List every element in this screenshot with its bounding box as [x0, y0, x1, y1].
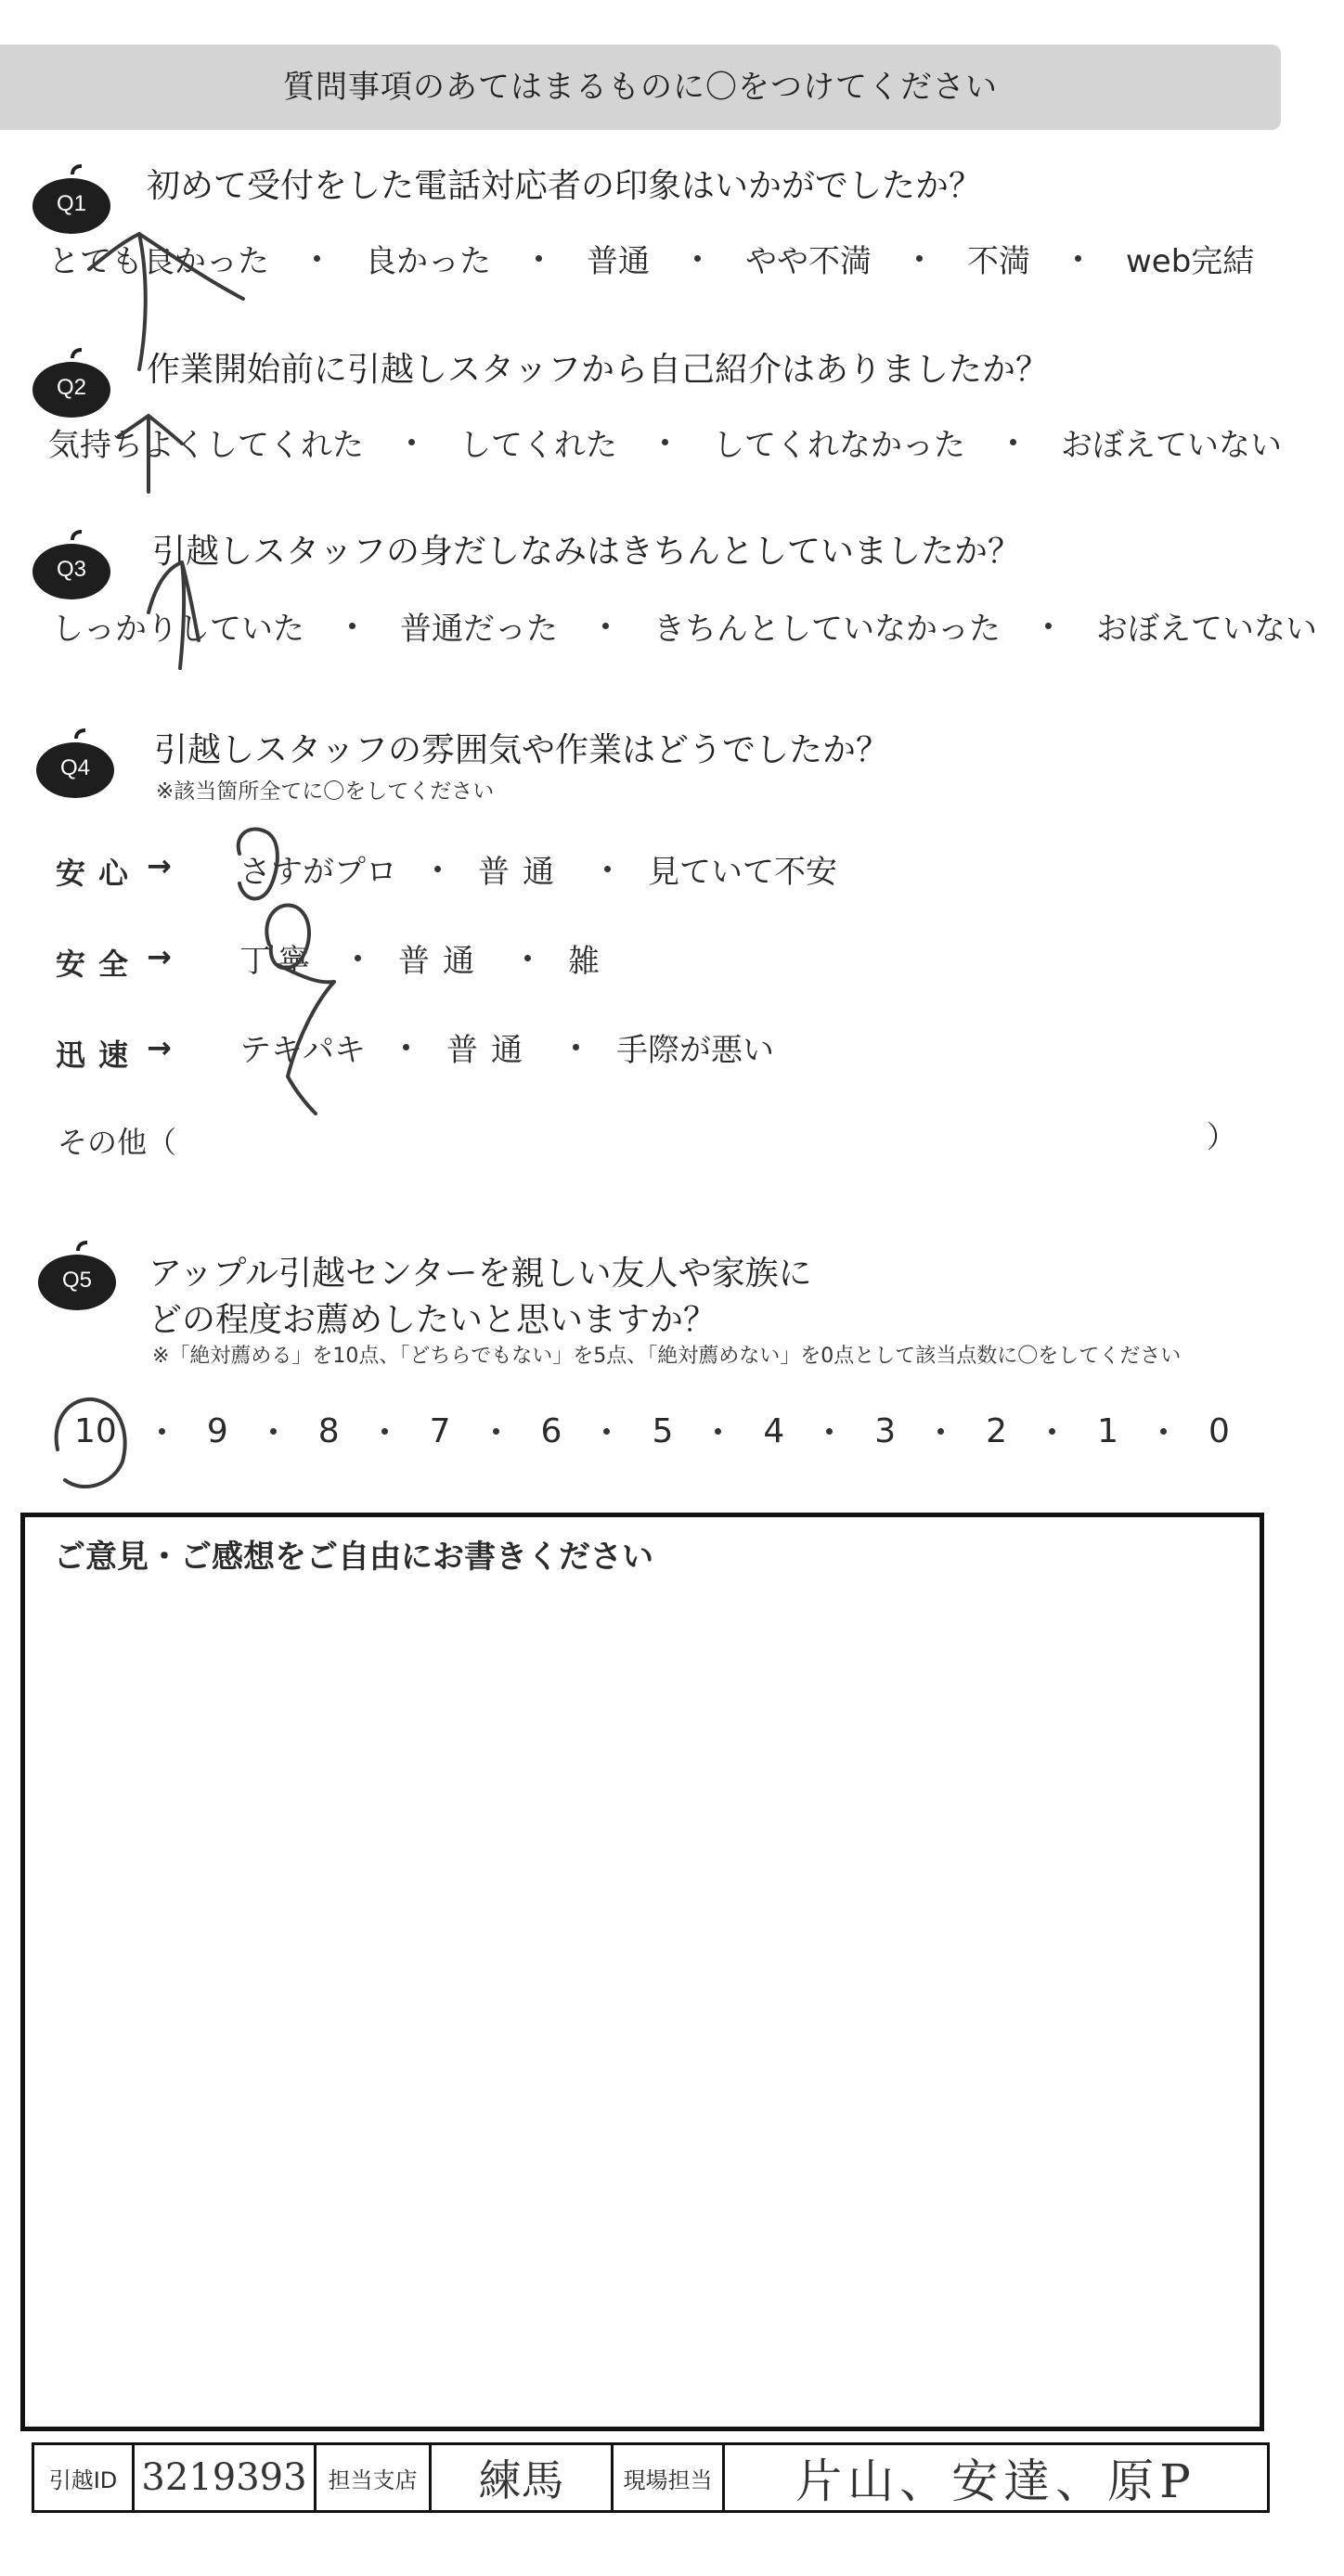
score-3[interactable]: 3: [874, 1412, 897, 1450]
question-text-q2: 作業開始前に引越しスタッフから自己紹介はありましたか？: [147, 351, 1050, 389]
option-q3-3[interactable]: きちんとしていなかった: [653, 611, 1001, 648]
options-q4-anzen: [239, 935, 600, 981]
bullet-dot-icon: [1160, 1428, 1167, 1435]
badge-label: Q2: [56, 375, 86, 400]
option-q2-3[interactable]: してくれなかった: [713, 427, 965, 464]
options-q4-jinsoku: [239, 1024, 774, 1070]
bullet-dot-icon: [603, 1428, 610, 1435]
arrow-right-icon: →: [147, 1030, 172, 1065]
arrow-right-icon: →: [147, 848, 172, 883]
footer-table: [32, 2442, 1270, 2513]
option-q3-1[interactable]: しっかりしていた: [52, 611, 304, 648]
branch-label: 担当支店: [328, 2467, 418, 2493]
question-text-q5-line1: アップル引越センターを親しい友人や家族に: [149, 1255, 812, 1293]
bullet-dot-icon: [349, 623, 355, 629]
question-text-q5-line2: どの程度お薦めしたいと思いますか？: [149, 1301, 717, 1339]
question-badge-q4: [35, 729, 115, 791]
bullet-dot-icon: [1075, 255, 1081, 262]
option-q4-jinsoku-2[interactable]: 普通: [446, 1032, 536, 1069]
arrow-right-icon: →: [147, 939, 172, 974]
score-9[interactable]: 9: [206, 1412, 228, 1450]
question-badge-q5: [37, 1242, 117, 1303]
bullet-dot-icon: [524, 955, 531, 961]
move-id-label: 引越ID: [48, 2467, 118, 2493]
score-7[interactable]: 7: [429, 1412, 451, 1450]
option-q4-jinsoku-1[interactable]: テキパキ: [239, 1032, 366, 1069]
question-text-q4: 引越しスタッフの雰囲気や作業はどうでしたか？: [154, 731, 890, 769]
bullet-dot-icon: [408, 439, 415, 445]
bullet-dot-icon: [662, 439, 668, 445]
option-q1-5[interactable]: 不満: [967, 243, 1030, 280]
option-q1-1[interactable]: とても良かった: [48, 243, 269, 280]
score-6[interactable]: 6: [540, 1412, 562, 1450]
score-4[interactable]: 4: [763, 1412, 785, 1450]
option-q1-3[interactable]: 普通: [587, 243, 650, 280]
move-id-value[interactable]: 3219393: [141, 2456, 307, 2499]
question-badge-q1: [32, 165, 111, 226]
bullet-dot-icon: [715, 1428, 721, 1435]
bullet-dot-icon: [355, 955, 361, 961]
option-q2-4[interactable]: おぼえていない: [1061, 427, 1282, 464]
question-text-q1: 初めて受付をした電話対応者の印象はいかがでしたか？: [147, 167, 983, 205]
option-q4-anzen-1[interactable]: 丁寧: [239, 943, 317, 980]
score-2[interactable]: 2: [986, 1412, 1008, 1450]
bullet-dot-icon: [493, 1428, 499, 1435]
score-10[interactable]: 10: [74, 1412, 117, 1450]
bullet-dot-icon: [1045, 623, 1052, 629]
q4-row-label-anzen: 安全: [56, 947, 142, 982]
option-q3-4[interactable]: おぼえていない: [1096, 611, 1317, 648]
bullet-dot-icon: [916, 255, 923, 262]
question-badge-q3: [32, 531, 111, 592]
bullet-dot-icon: [1049, 1428, 1055, 1435]
option-q2-2[interactable]: してくれた: [459, 427, 617, 464]
other-label: その他（: [58, 1125, 177, 1160]
option-q4-anzen-2[interactable]: 普通: [398, 943, 487, 980]
option-q1-4[interactable]: やや不満: [745, 243, 872, 280]
other-field[interactable]: [182, 1119, 1203, 1156]
options-q4-anshin: [239, 846, 837, 892]
question-badge-q2: [32, 349, 111, 410]
option-q4-anshin-3[interactable]: 見ていて不安: [648, 854, 837, 891]
badge-label: Q4: [59, 755, 90, 780]
option-q3-2[interactable]: 普通だった: [400, 611, 558, 648]
question-text-q3: 引越しスタッフの身だしなみはきちんとしていましたか？: [152, 533, 1022, 571]
staff-label: 現場担当: [623, 2467, 713, 2493]
q4-row-label-jinsoku: 迅速: [56, 1037, 142, 1073]
bullet-dot-icon: [573, 1044, 579, 1050]
bullet-dot-icon: [694, 255, 701, 262]
comment-field[interactable]: [56, 1596, 1225, 2394]
bullet-dot-icon: [381, 1428, 388, 1435]
comment-title: ご意見・ご感想をご自由にお書きください: [54, 1539, 653, 1576]
staff-value[interactable]: 片山、安達、原P: [795, 2454, 1196, 2508]
bullet-dot-icon: [604, 866, 611, 872]
score-scale: [74, 1412, 1230, 1450]
options-q1: [48, 236, 1254, 281]
branch-value[interactable]: 練馬: [478, 2455, 564, 2505]
badge-label: Q3: [56, 557, 86, 582]
badge-label: Q1: [56, 191, 86, 216]
question-note-q5: ※「絶対薦める」を10点、「どちらでもない」を5点、「絶対薦めない」を0点として該当点数に〇をしてください: [152, 1345, 1182, 1368]
bullet-dot-icon: [826, 1428, 833, 1435]
question-note-q4: ※該当箇所全てに〇をしてください: [156, 779, 495, 804]
score-5[interactable]: 5: [652, 1412, 674, 1450]
option-q4-anshin-2[interactable]: 普通: [478, 854, 567, 891]
badge-label: Q5: [61, 1268, 92, 1293]
other-close: ）: [1207, 1119, 1237, 1154]
bullet-dot-icon: [937, 1428, 944, 1435]
score-0[interactable]: 0: [1208, 1412, 1230, 1450]
option-q4-anshin-1[interactable]: さすがプロ: [239, 854, 397, 891]
bullet-dot-icon: [434, 866, 441, 872]
bullet-dot-icon: [403, 1044, 409, 1050]
option-q1-6[interactable]: web完結: [1126, 243, 1255, 280]
page-title: 質問事項のあてはまるものに〇をつけてください: [283, 69, 998, 106]
bullet-dot-icon: [1010, 439, 1016, 445]
options-q3: [52, 603, 1317, 649]
score-1[interactable]: 1: [1097, 1412, 1118, 1450]
bullet-dot-icon: [159, 1428, 165, 1435]
option-q2-1[interactable]: 気持ちよくしてくれた: [48, 427, 364, 464]
q4-row-label-anshin: 安心: [56, 856, 142, 891]
bullet-dot-icon: [314, 255, 320, 262]
bullet-dot-icon: [536, 255, 542, 262]
option-q1-2[interactable]: 良かった: [365, 243, 491, 280]
score-8[interactable]: 8: [317, 1412, 340, 1450]
option-q4-anzen-3[interactable]: 雑: [568, 943, 600, 980]
bullet-dot-icon: [270, 1428, 277, 1435]
option-q4-jinsoku-3[interactable]: 手際が悪い: [616, 1032, 774, 1069]
bullet-dot-icon: [602, 623, 609, 629]
options-q2: [48, 419, 1282, 465]
